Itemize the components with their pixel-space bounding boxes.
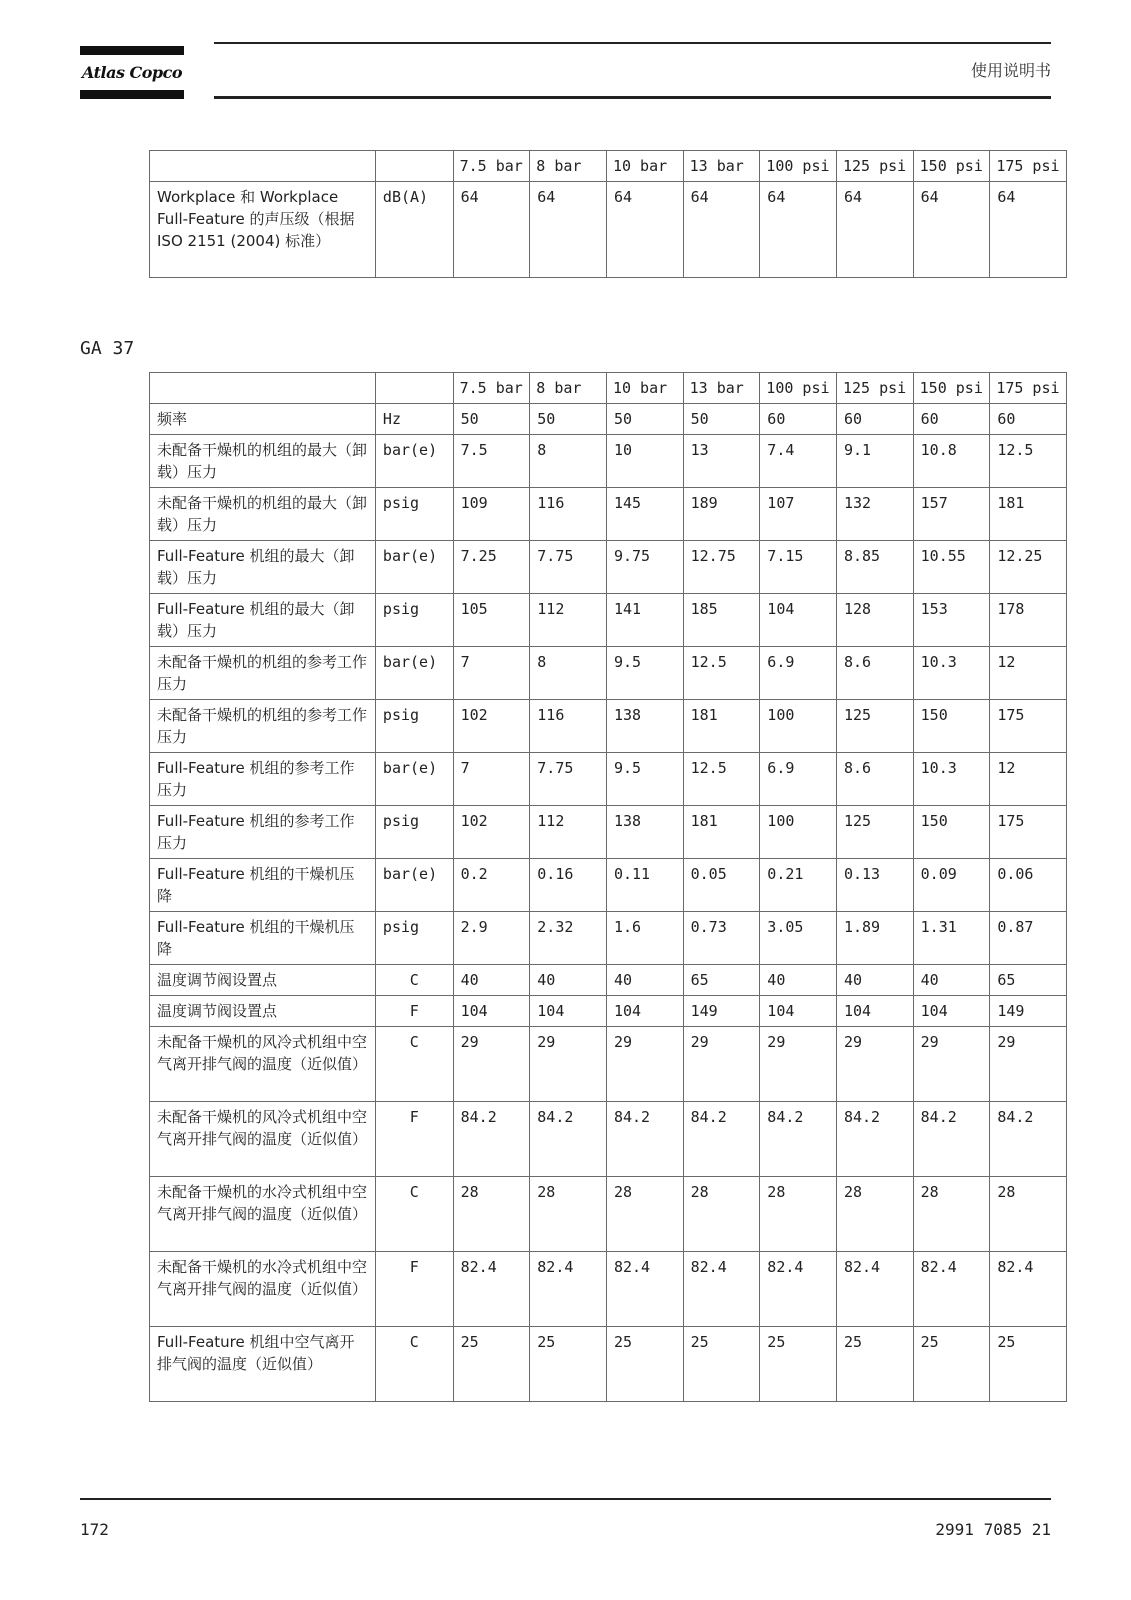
value-cell: 181 <box>683 700 760 753</box>
column-header-cell: 150 psi <box>913 151 990 182</box>
value-cell: 84.2 <box>836 1102 913 1177</box>
value-cell: 0.87 <box>990 912 1067 965</box>
value-cell: 0.09 <box>913 859 990 912</box>
value-cell: 8.6 <box>836 647 913 700</box>
value-cell: 40 <box>760 965 837 996</box>
value-cell: 84.2 <box>760 1102 837 1177</box>
value-cell: 29 <box>606 1027 683 1102</box>
table-row <box>150 1102 1067 1177</box>
value-cell: 102 <box>453 806 530 859</box>
row-label: 温度调节阀设置点 <box>150 996 376 1027</box>
value-cell: 175 <box>990 806 1067 859</box>
value-cell: 104 <box>760 996 837 1027</box>
sound-pressure-table <box>149 150 1067 278</box>
table-row <box>150 182 1067 278</box>
value-cell: 104 <box>836 996 913 1027</box>
value-cell: 8.85 <box>836 541 913 594</box>
row-label: 未配备干燥机的机组的最大（卸载）压力 <box>150 435 376 488</box>
header-top-rule <box>214 42 1051 44</box>
page-number: 172 <box>80 1520 109 1539</box>
table-row <box>150 1027 1067 1102</box>
value-cell: 0.05 <box>683 859 760 912</box>
value-cell: 40 <box>913 965 990 996</box>
value-cell: 9.1 <box>836 435 913 488</box>
table-row <box>150 1177 1067 1252</box>
value-cell: 2.32 <box>530 912 607 965</box>
row-unit: F <box>375 996 453 1027</box>
value-cell: 60 <box>760 404 837 435</box>
value-cell: 60 <box>836 404 913 435</box>
logo-bottom-bar <box>80 90 184 99</box>
column-header-cell: 13 bar <box>683 373 760 404</box>
table-row <box>150 594 1067 647</box>
value-cell: 100 <box>760 806 837 859</box>
value-cell: 84.2 <box>606 1102 683 1177</box>
value-cell: 29 <box>683 1027 760 1102</box>
value-cell: 64 <box>530 182 607 278</box>
value-cell: 10.3 <box>913 647 990 700</box>
row-unit: bar(e) <box>375 647 453 700</box>
value-cell: 12 <box>990 647 1067 700</box>
document-number: 2991 7085 21 <box>935 1520 1051 1539</box>
value-cell: 50 <box>683 404 760 435</box>
value-cell: 145 <box>606 488 683 541</box>
row-label: Full-Feature 机组的最大（卸载）压力 <box>150 594 376 647</box>
row-label: Full-Feature 机组的干燥机压降 <box>150 859 376 912</box>
value-cell: 25 <box>530 1327 607 1402</box>
value-cell: 0.13 <box>836 859 913 912</box>
value-cell: 84.2 <box>530 1102 607 1177</box>
value-cell: 109 <box>453 488 530 541</box>
table-row <box>150 404 1067 435</box>
value-cell: 7 <box>453 753 530 806</box>
value-cell: 181 <box>990 488 1067 541</box>
row-unit: F <box>375 1102 453 1177</box>
column-header-cell: 125 psi <box>836 373 913 404</box>
row-unit: bar(e) <box>375 435 453 488</box>
column-header-cell: 175 psi <box>990 373 1067 404</box>
row-unit: F <box>375 1252 453 1327</box>
value-cell: 29 <box>530 1027 607 1102</box>
row-label: 未配备干燥机的机组的参考工作压力 <box>150 700 376 753</box>
ga37-spec-table <box>149 372 1067 1402</box>
value-cell: 82.4 <box>606 1252 683 1327</box>
value-cell: 12.5 <box>990 435 1067 488</box>
value-cell: 84.2 <box>913 1102 990 1177</box>
value-cell: 138 <box>606 700 683 753</box>
value-cell: 28 <box>606 1177 683 1252</box>
value-cell: 12 <box>990 753 1067 806</box>
value-cell: 25 <box>683 1327 760 1402</box>
value-cell: 105 <box>453 594 530 647</box>
value-cell: 7.4 <box>760 435 837 488</box>
value-cell: 112 <box>530 806 607 859</box>
value-cell: 125 <box>836 700 913 753</box>
row-label: Full-Feature 机组的参考工作压力 <box>150 806 376 859</box>
value-cell: 175 <box>990 700 1067 753</box>
row-unit: C <box>375 1027 453 1102</box>
value-cell: 3.05 <box>760 912 837 965</box>
value-cell: 82.4 <box>913 1252 990 1327</box>
value-cell: 25 <box>990 1327 1067 1402</box>
row-unit: C <box>375 965 453 996</box>
value-cell: 112 <box>530 594 607 647</box>
row-label: 温度调节阀设置点 <box>150 965 376 996</box>
value-cell: 181 <box>683 806 760 859</box>
value-cell: 29 <box>453 1027 530 1102</box>
value-cell: 28 <box>913 1177 990 1252</box>
value-cell: 0.2 <box>453 859 530 912</box>
section-title: GA 37 <box>80 338 135 359</box>
row-unit: psig <box>375 594 453 647</box>
value-cell: 157 <box>913 488 990 541</box>
value-cell: 0.16 <box>530 859 607 912</box>
header-blank-cell <box>150 151 376 182</box>
value-cell: 185 <box>683 594 760 647</box>
row-unit: psig <box>375 912 453 965</box>
row-label: 未配备干燥机的水冷式机组中空气离开排气阀的温度（近似值） <box>150 1177 376 1252</box>
column-header-cell: 100 psi <box>760 151 837 182</box>
value-cell: 64 <box>836 182 913 278</box>
atlas-copco-logo <box>80 46 184 100</box>
value-cell: 125 <box>836 806 913 859</box>
value-cell: 100 <box>760 700 837 753</box>
value-cell: 64 <box>683 182 760 278</box>
row-label: 未配备干燥机的机组的最大（卸载）压力 <box>150 488 376 541</box>
value-cell: 7 <box>453 647 530 700</box>
value-cell: 82.4 <box>683 1252 760 1327</box>
value-cell: 82.4 <box>760 1252 837 1327</box>
column-header-cell: 175 psi <box>990 151 1067 182</box>
value-cell: 28 <box>453 1177 530 1252</box>
value-cell: 29 <box>836 1027 913 1102</box>
column-header-cell: 7.5 bar <box>453 151 530 182</box>
header-unit-blank-cell <box>375 373 453 404</box>
value-cell: 132 <box>836 488 913 541</box>
value-cell: 29 <box>990 1027 1067 1102</box>
value-cell: 64 <box>913 182 990 278</box>
row-label: 未配备干燥机的风冷式机组中空气离开排气阀的温度（近似值） <box>150 1102 376 1177</box>
value-cell: 10 <box>606 435 683 488</box>
value-cell: 28 <box>530 1177 607 1252</box>
row-label: Full-Feature 机组的参考工作压力 <box>150 753 376 806</box>
value-cell: 12.75 <box>683 541 760 594</box>
value-cell: 116 <box>530 700 607 753</box>
value-cell: 50 <box>453 404 530 435</box>
table-row <box>150 488 1067 541</box>
value-cell: 60 <box>913 404 990 435</box>
value-cell: 84.2 <box>453 1102 530 1177</box>
value-cell: 40 <box>836 965 913 996</box>
value-cell: 178 <box>990 594 1067 647</box>
value-cell: 8 <box>530 647 607 700</box>
value-cell: 82.4 <box>990 1252 1067 1327</box>
value-cell: 0.73 <box>683 912 760 965</box>
value-cell: 60 <box>990 404 1067 435</box>
footer-rule <box>80 1498 1051 1500</box>
table-row <box>150 700 1067 753</box>
value-cell: 138 <box>606 806 683 859</box>
table-row <box>150 996 1067 1027</box>
value-cell: 25 <box>606 1327 683 1402</box>
value-cell: 149 <box>990 996 1067 1027</box>
column-header-row <box>150 151 1067 182</box>
table-row <box>150 859 1067 912</box>
value-cell: 25 <box>913 1327 990 1402</box>
table-row <box>150 541 1067 594</box>
value-cell: 12.25 <box>990 541 1067 594</box>
value-cell: 104 <box>530 996 607 1027</box>
value-cell: 6.9 <box>760 753 837 806</box>
column-header-cell: 8 bar <box>530 373 607 404</box>
value-cell: 40 <box>606 965 683 996</box>
value-cell: 84.2 <box>990 1102 1067 1177</box>
row-label: Full-Feature 机组的干燥机压降 <box>150 912 376 965</box>
value-cell: 10.55 <box>913 541 990 594</box>
value-cell: 7.5 <box>453 435 530 488</box>
value-cell: 28 <box>836 1177 913 1252</box>
value-cell: 28 <box>760 1177 837 1252</box>
row-unit: Hz <box>375 404 453 435</box>
value-cell: 28 <box>990 1177 1067 1252</box>
value-cell: 7.75 <box>530 541 607 594</box>
column-header-cell: 7.5 bar <box>453 373 530 404</box>
value-cell: 0.11 <box>606 859 683 912</box>
column-header-cell: 8 bar <box>530 151 607 182</box>
value-cell: 8 <box>530 435 607 488</box>
value-cell: 1.31 <box>913 912 990 965</box>
value-cell: 9.5 <box>606 647 683 700</box>
value-cell: 10.3 <box>913 753 990 806</box>
table-row <box>150 753 1067 806</box>
value-cell: 8.6 <box>836 753 913 806</box>
table-row <box>150 1252 1067 1327</box>
value-cell: 189 <box>683 488 760 541</box>
value-cell: 104 <box>453 996 530 1027</box>
value-cell: 25 <box>760 1327 837 1402</box>
logo-wordmark: Atlas Copco <box>81 63 183 82</box>
column-header-row <box>150 373 1067 404</box>
row-label: 未配备干燥机的风冷式机组中空气离开排气阀的温度（近似值） <box>150 1027 376 1102</box>
value-cell: 64 <box>990 182 1067 278</box>
value-cell: 9.75 <box>606 541 683 594</box>
value-cell: 65 <box>683 965 760 996</box>
row-unit: psig <box>375 700 453 753</box>
value-cell: 107 <box>760 488 837 541</box>
row-label: 频率 <box>150 404 376 435</box>
table-row <box>150 806 1067 859</box>
row-unit: bar(e) <box>375 753 453 806</box>
value-cell: 141 <box>606 594 683 647</box>
value-cell: 82.4 <box>836 1252 913 1327</box>
header-blank-cell <box>150 373 376 404</box>
value-cell: 82.4 <box>530 1252 607 1327</box>
row-label: Workplace 和 Workplace Full-Feature 的声压级（根据 ISO 2151 (2004) 标准） <box>150 182 376 278</box>
value-cell: 1.89 <box>836 912 913 965</box>
value-cell: 116 <box>530 488 607 541</box>
column-header-cell: 10 bar <box>606 373 683 404</box>
value-cell: 1.6 <box>606 912 683 965</box>
value-cell: 149 <box>683 996 760 1027</box>
row-unit: bar(e) <box>375 541 453 594</box>
row-unit: C <box>375 1177 453 1252</box>
value-cell: 84.2 <box>683 1102 760 1177</box>
value-cell: 9.5 <box>606 753 683 806</box>
row-label: 未配备干燥机的机组的参考工作压力 <box>150 647 376 700</box>
row-unit: C <box>375 1327 453 1402</box>
value-cell: 12.5 <box>683 753 760 806</box>
value-cell: 12.5 <box>683 647 760 700</box>
value-cell: 150 <box>913 700 990 753</box>
value-cell: 104 <box>913 996 990 1027</box>
row-unit: dB(A) <box>375 182 453 278</box>
row-unit: bar(e) <box>375 859 453 912</box>
value-cell: 104 <box>760 594 837 647</box>
row-label: 未配备干燥机的水冷式机组中空气离开排气阀的温度（近似值） <box>150 1252 376 1327</box>
column-header-cell: 150 psi <box>913 373 990 404</box>
value-cell: 82.4 <box>453 1252 530 1327</box>
row-unit: psig <box>375 806 453 859</box>
table-row <box>150 435 1067 488</box>
row-label: Full-Feature 机组的最大（卸载）压力 <box>150 541 376 594</box>
value-cell: 102 <box>453 700 530 753</box>
value-cell: 65 <box>990 965 1067 996</box>
value-cell: 40 <box>453 965 530 996</box>
value-cell: 153 <box>913 594 990 647</box>
value-cell: 50 <box>606 404 683 435</box>
value-cell: 7.25 <box>453 541 530 594</box>
value-cell: 64 <box>453 182 530 278</box>
value-cell: 0.21 <box>760 859 837 912</box>
table-row <box>150 647 1067 700</box>
value-cell: 0.06 <box>990 859 1067 912</box>
value-cell: 7.15 <box>760 541 837 594</box>
value-cell: 25 <box>453 1327 530 1402</box>
table-row <box>150 912 1067 965</box>
value-cell: 64 <box>606 182 683 278</box>
header-unit-blank-cell <box>375 151 453 182</box>
header-bottom-rule <box>214 96 1051 99</box>
value-cell: 40 <box>530 965 607 996</box>
column-header-cell: 125 psi <box>836 151 913 182</box>
row-unit: psig <box>375 488 453 541</box>
value-cell: 2.9 <box>453 912 530 965</box>
value-cell: 10.8 <box>913 435 990 488</box>
value-cell: 64 <box>760 182 837 278</box>
value-cell: 25 <box>836 1327 913 1402</box>
column-header-cell: 10 bar <box>606 151 683 182</box>
value-cell: 28 <box>683 1177 760 1252</box>
value-cell: 7.75 <box>530 753 607 806</box>
value-cell: 13 <box>683 435 760 488</box>
header-title: 使用说明书 <box>970 61 1051 80</box>
value-cell: 104 <box>606 996 683 1027</box>
value-cell: 128 <box>836 594 913 647</box>
row-label: Full-Feature 机组中空气离开排气阀的温度（近似值） <box>150 1327 376 1402</box>
column-header-cell: 13 bar <box>683 151 760 182</box>
value-cell: 29 <box>913 1027 990 1102</box>
logo-top-bar <box>80 46 184 55</box>
table-row <box>150 1327 1067 1402</box>
column-header-cell: 100 psi <box>760 373 837 404</box>
table-row <box>150 965 1067 996</box>
value-cell: 50 <box>530 404 607 435</box>
value-cell: 6.9 <box>760 647 837 700</box>
value-cell: 29 <box>760 1027 837 1102</box>
value-cell: 150 <box>913 806 990 859</box>
